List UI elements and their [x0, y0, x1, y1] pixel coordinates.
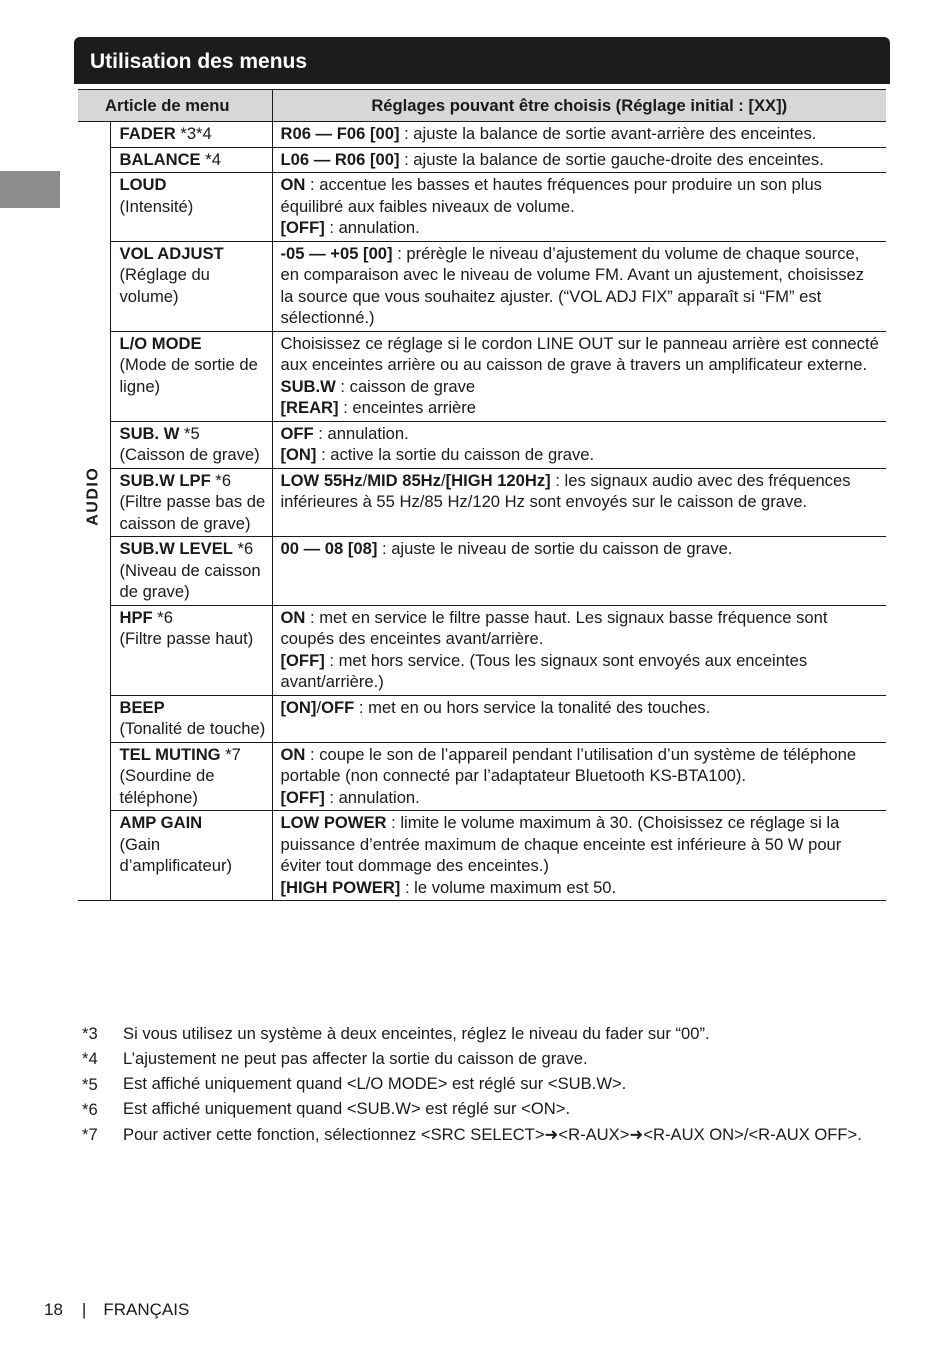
- menu-item-description: [272, 468, 886, 537]
- table-row: [78, 173, 886, 242]
- setting-text: /: [316, 697, 322, 717]
- setting-value: [OFF]: [280, 787, 325, 807]
- menu-item-name: SUB.W LPF: [119, 470, 211, 490]
- page-title: Utilisation des menus: [74, 37, 890, 84]
- setting-value: 00 — 08 [08]: [280, 539, 378, 558]
- setting-text: : coupe le son de l’appareil pendant l’utilisation d’un système de téléphone portable (non connecté par l’adaptateur Bluetooth KS-BTA100).: [280, 744, 857, 785]
- setting-text: : ajuste le niveau de sortie du caisson de grave.: [377, 539, 733, 558]
- table-row: [78, 122, 886, 148]
- setting-value: MID 85Hz: [367, 470, 441, 490]
- setting-text: /: [440, 470, 446, 490]
- table-header-row: [78, 90, 886, 122]
- footnote: [82, 1097, 882, 1122]
- menu-item-subtitle: (Caisson de grave): [119, 445, 260, 464]
- setting-text: /: [362, 470, 368, 490]
- menu-item-name: BALANCE: [119, 149, 201, 169]
- setting-value: [ON]: [280, 445, 317, 464]
- footnote-text: Pour activer cette fonction, sélectionnez <SRC SELECT>➜<R-AUX>➜<R-AUX ON>/<R-AUX OFF>.: [123, 1124, 862, 1144]
- menu-item-name: FADER: [119, 124, 176, 143]
- menu-item-cell: [110, 122, 272, 148]
- setting-text: Choisissez ce réglage si le cordon LINE OUT sur le panneau arrière est connecté aux enceintes arrière ou au caisson de grave à travers un amplificateur externe.: [280, 333, 879, 374]
- footnote: [82, 1021, 882, 1046]
- description-line: [281, 470, 881, 513]
- menu-item-name: AMP GAIN: [119, 813, 203, 832]
- setting-value: [HIGH 120Hz]: [445, 470, 551, 490]
- menu-item-description: [272, 331, 886, 421]
- menu-item-cell: [110, 421, 272, 468]
- setting-text: : met hors service. (Tous les signaux sont envoyés aux enceintes avant/arrière.): [280, 650, 808, 691]
- menu-item-cell: [110, 241, 272, 331]
- footnotes: [82, 1021, 882, 1147]
- menu-item-cell: [110, 742, 272, 811]
- description-line: [281, 697, 881, 719]
- footnote-mark: *7: [82, 1125, 98, 1145]
- menu-item-name: BEEP: [119, 697, 165, 717]
- footnote-mark: *4: [82, 1049, 98, 1069]
- menu-item-subtitle: (Filtre passe bas de caisson de grave): [119, 492, 266, 533]
- menu-item-name: SUB.W LEVEL: [119, 539, 233, 558]
- setting-text: : ajuste la balance de sortie gauche-droite des enceintes.: [399, 149, 824, 169]
- menu-item-subtitle: (Niveau de caisson de grave): [119, 560, 261, 601]
- menu-item-subtitle: (Mode de sortie de ligne): [119, 355, 258, 396]
- table-row: [78, 695, 886, 742]
- setting-value: [REAR]: [280, 398, 339, 417]
- setting-value: [OFF]: [280, 218, 325, 237]
- menu-item-subtitle: (Gain d’amplificateur): [119, 834, 233, 875]
- menu-item-subtitle: (Tonalité de touche): [119, 719, 266, 738]
- menu-item-note: *3*4: [175, 124, 212, 143]
- setting-text: : ajuste la balance de sortie avant-arrière des enceintes.: [399, 124, 817, 143]
- setting-value: ON: [280, 607, 306, 627]
- description-line: [281, 149, 881, 171]
- table-row: [78, 742, 886, 811]
- menu-item-description: [272, 241, 886, 331]
- menu-item-note: *4: [200, 149, 221, 169]
- setting-value: LOW 55Hz: [280, 470, 363, 490]
- setting-value: SUB.W: [280, 376, 336, 396]
- setting-text: : met en ou hors service la tonalité des touches.: [354, 697, 711, 717]
- footnote: [82, 1046, 882, 1071]
- menu-item-description: [272, 742, 886, 811]
- footnote-mark: *3: [82, 1024, 98, 1043]
- table-row: [78, 605, 886, 695]
- description-line: [281, 812, 881, 877]
- description-line: [281, 123, 881, 145]
- setting-value: LOW POWER: [280, 813, 387, 832]
- footer-separator: |: [81, 1300, 87, 1319]
- setting-text: : les signaux audio avec des fréquences inférieures à 55 Hz/85 Hz/120 Hz sont envoyés sur le caisson de grave.: [280, 470, 851, 511]
- menu-item-subtitle: (Intensité): [119, 196, 194, 216]
- column-header-settings: Réglages pouvant être choisis (Réglage initial : [XX]): [272, 90, 886, 122]
- table-row: [78, 421, 886, 468]
- setting-value: [HIGH POWER]: [280, 877, 401, 897]
- setting-value: L06 — R06 [00]: [280, 149, 400, 169]
- setting-value: [ON]: [280, 697, 317, 717]
- footnote: [82, 1072, 882, 1097]
- footnote-text: Est affiché uniquement quand <SUB.W> est réglé sur <ON>.: [123, 1099, 571, 1119]
- menu-item-description: [272, 605, 886, 695]
- page-number: 18: [44, 1300, 63, 1319]
- menu-item-description: [272, 122, 886, 148]
- menu-table: [78, 89, 886, 901]
- setting-value: -05 — +05 [00]: [280, 243, 393, 263]
- menu-item-name: HPF: [119, 607, 153, 627]
- menu-item-cell: [110, 695, 272, 742]
- setting-text: : caisson de grave: [335, 376, 476, 396]
- description-line: [281, 397, 881, 419]
- table-row: [78, 537, 886, 606]
- description-line: [281, 607, 881, 650]
- section-side-tab: [0, 171, 60, 208]
- setting-text: : accentue les basses et hautes fréquences pour produire un son plus équilibré aux faibles niveaux de volume.: [280, 175, 822, 216]
- setting-text: : prérègle le niveau d’ajustement du volume de chaque source, en comparaison avec le niveau de volume FM. Avant un ajustement, choisissez la source que vous souhaitez ajuster. (“VOL ADJ FIX” apparaît si “FM” est sélectionné.): [280, 243, 865, 327]
- menu-item-cell: [110, 173, 272, 242]
- setting-text: : met en service le filtre passe haut. Les signaux basse fréquence sont coupés des enceintes avant/arrière.: [280, 607, 828, 648]
- setting-value: R06 — F06 [00]: [280, 124, 400, 143]
- menu-item-note: *6: [232, 539, 254, 558]
- footnote-mark: *5: [82, 1074, 98, 1094]
- setting-text: : annulation.: [324, 787, 420, 807]
- footnote-text: Si vous utilisez un système à deux enceintes, réglez le niveau du fader sur “00”.: [123, 1023, 710, 1043]
- setting-value: [OFF]: [280, 650, 325, 670]
- menu-item-subtitle: (Filtre passe haut): [119, 629, 254, 648]
- description-line: [281, 243, 881, 329]
- menu-item-cell: [110, 331, 272, 421]
- setting-text: : active la sortie du caisson de grave.: [316, 445, 595, 464]
- table-row: [78, 241, 886, 331]
- menu-item-cell: [110, 147, 272, 173]
- menu-item-description: [272, 173, 886, 242]
- menu-item-cell: [110, 811, 272, 901]
- description-line: [281, 744, 881, 787]
- menu-item-note: *5: [179, 423, 200, 443]
- description-line: [281, 376, 881, 398]
- menu-item-subtitle: (Sourdine de téléphone): [119, 766, 215, 807]
- menu-item-note: *7: [220, 744, 241, 764]
- menu-item-name: L/O MODE: [119, 333, 202, 353]
- menu-item-description: [272, 695, 886, 742]
- footnote-mark: *6: [82, 1099, 98, 1119]
- table-row: [78, 811, 886, 901]
- description-line: [281, 444, 881, 466]
- description-line: [281, 333, 881, 376]
- setting-text: : limite le volume maximum à 30. (Choisissez ce réglage si la puissance d’entrée maximum de chaque enceinte est inférieure à 50 W pour éviter tout dommage des enceintes.): [280, 813, 842, 875]
- menu-item-description: [272, 811, 886, 901]
- menu-item-description: [272, 421, 886, 468]
- menu-item-note: *6: [152, 607, 173, 627]
- table-row: [78, 468, 886, 537]
- setting-text: : annulation.: [324, 218, 420, 237]
- setting-text: : annulation.: [313, 423, 409, 443]
- description-line: [281, 877, 881, 899]
- table-row: [78, 147, 886, 173]
- setting-value: ON: [280, 175, 306, 194]
- menu-item-note: *6: [210, 470, 232, 490]
- setting-text: : le volume maximum est 50.: [400, 877, 617, 897]
- setting-value: ON: [280, 744, 306, 764]
- menu-item-name: LOUD: [119, 175, 167, 194]
- menu-item-subtitle: (Réglage du volume): [119, 265, 210, 306]
- page-footer: [44, 1300, 189, 1320]
- menu-item-name: TEL MUTING: [119, 744, 221, 764]
- description-line: [281, 650, 881, 693]
- group-cell: [78, 122, 110, 901]
- setting-text: : enceintes arrière: [338, 398, 477, 417]
- description-line: [281, 787, 881, 809]
- menu-item-cell: [110, 605, 272, 695]
- group-label: AUDIO: [84, 466, 102, 526]
- menu-item-name: VOL ADJUST: [119, 243, 224, 263]
- footnote-text: L’ajustement ne peut pas affecter la sortie du caisson de grave.: [123, 1048, 588, 1068]
- menu-item-description: [272, 147, 886, 173]
- menu-item-name: SUB. W: [119, 423, 180, 443]
- column-header-article: Article de menu: [78, 90, 272, 122]
- footnote-text: Est affiché uniquement quand <L/O MODE> est réglé sur <SUB.W>.: [123, 1074, 627, 1094]
- menu-item-description: [272, 537, 886, 606]
- setting-value: OFF: [280, 423, 314, 443]
- menu-item-cell: [110, 537, 272, 606]
- footnote: [82, 1122, 882, 1147]
- table-row: [78, 331, 886, 421]
- description-line: [281, 217, 881, 239]
- setting-value: OFF: [321, 697, 355, 717]
- description-line: [281, 538, 881, 560]
- footer-language: FRANÇAIS: [103, 1300, 190, 1319]
- description-line: [281, 423, 881, 445]
- description-line: [281, 174, 881, 217]
- menu-item-cell: [110, 468, 272, 537]
